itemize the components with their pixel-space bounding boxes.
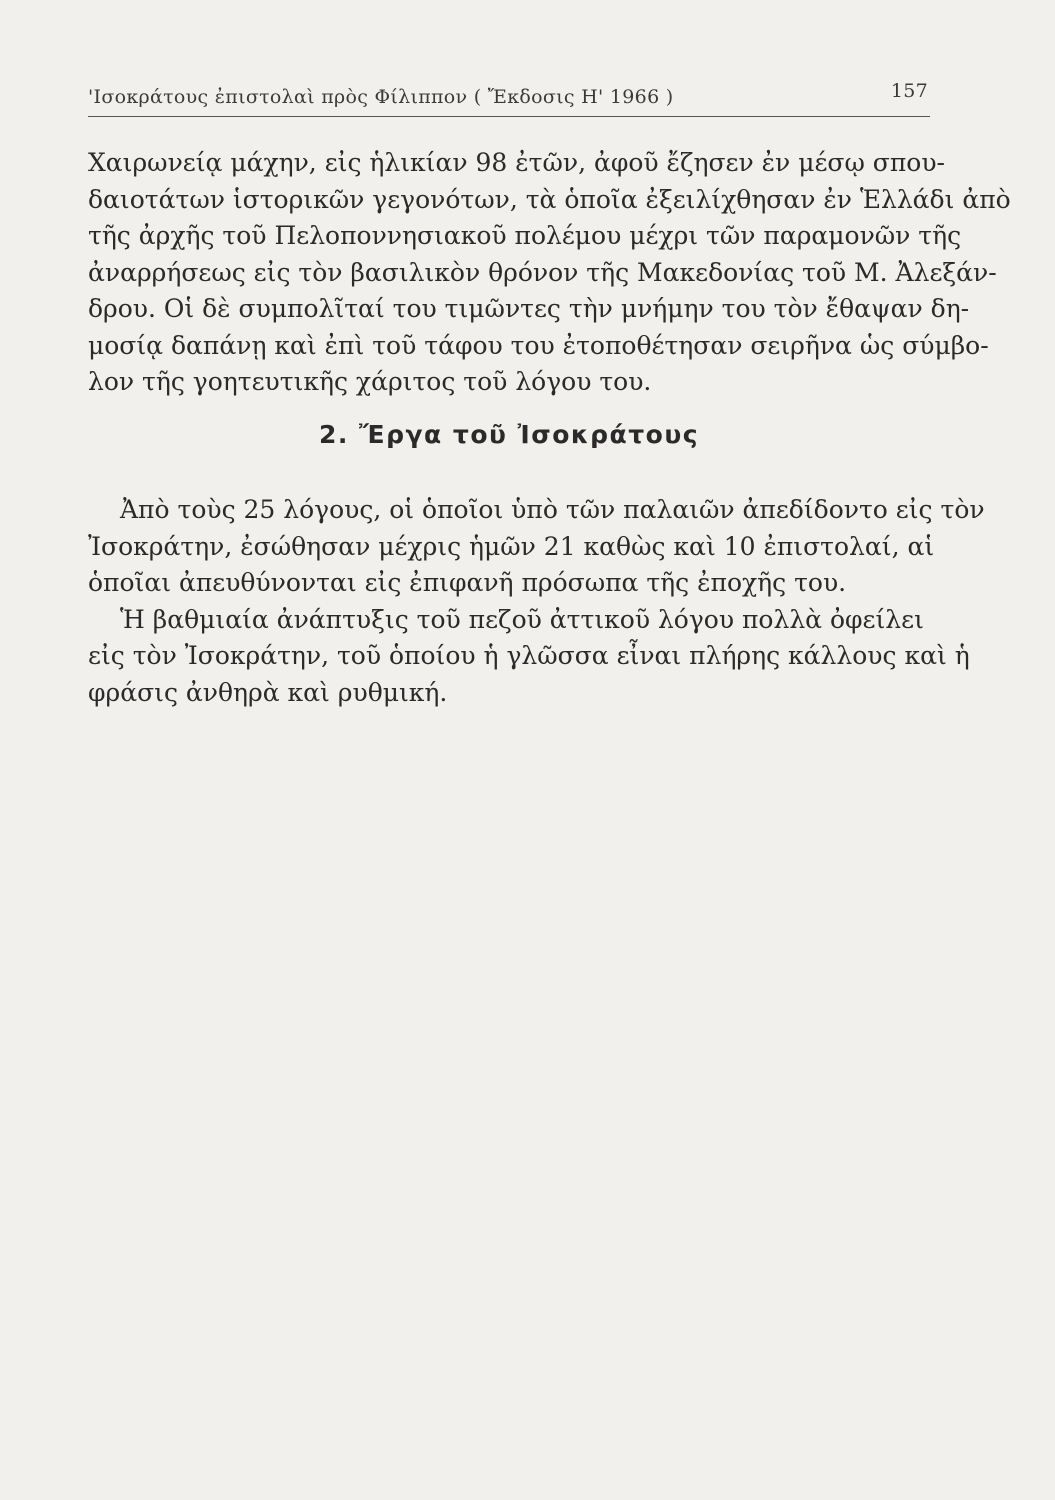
text-line: Ἰσοκράτην, ἐσώθησαν μέχρις ἡμῶν 21 καθὼς καὶ 10 ἐπιστολαί, αἱ xyxy=(88,531,935,561)
text-line: λον τῆς γοητευτικῆς χάριτος τοῦ λόγου του. xyxy=(88,367,652,396)
text-line: φράσις ἀνθηρὰ καὶ ρυθμική. xyxy=(88,677,448,707)
paragraph-2 xyxy=(88,492,985,711)
text-line: δρου. Οἱ δὲ συμπολῖταί του τιμῶντες τὴν μνήμην του τὸν ἔθαψαν δη- xyxy=(88,294,970,323)
header-rule xyxy=(88,116,930,117)
text-line: μοσίᾳ δαπάνῃ καὶ ἐπὶ τοῦ τάφου του ἐτοποθέτησαν σειρῆνα ὡς σύμβο- xyxy=(88,330,989,360)
text-line: Χαιρωνείᾳ μάχην, εἰς ἡλικίαν 98 ἐτῶν, ἀφοῦ ἔζησεν ἐν μέσῳ σπου- xyxy=(88,148,945,177)
running-title: 'Ισοκράτους ἐπιστολαὶ πρὸς Φίλιππον ( Ἔκδοσις Η' 1966 ) xyxy=(88,86,674,108)
paragraph-1 xyxy=(88,145,1011,401)
text-line: ἀναρρήσεως εἰς τὸν βασιλικὸν θρόνον τῆς Μακεδονίας τοῦ Μ. Ἀλεξάν- xyxy=(88,257,997,287)
section-heading: 2. Ἔργα τοῦ Ἰσοκράτους xyxy=(318,420,700,449)
text-line: Ἀπὸ τοὺς 25 λόγους, οἱ ὁποῖοι ὑπὸ τῶν παλαιῶν ἀπεδίδοντο εἰς τὸν xyxy=(120,495,985,524)
text-line: Ἡ βαθμιαία ἀνάπτυξις τοῦ πεζοῦ ἀττικοῦ λόγου πολλὰ ὀφείλει xyxy=(120,604,924,634)
running-header xyxy=(88,80,928,108)
text-line: τῆς ἀρχῆς τοῦ Πελοποννησιακοῦ πολέμου μέχρι τῶν παραμονῶν τῆς xyxy=(88,221,962,250)
page-number: 157 xyxy=(890,80,928,102)
text-line: ὁποῖαι ἀπευθύνονται εἰς ἐπιφανῆ πρόσωπα τῆς ἐποχῆς του. xyxy=(88,568,847,597)
text-line: δαιοτάτων ἱστορικῶν γεγονότων, τὰ ὁποῖα ἐξειλίχθησαν ἐν Ἑλλάδι ἀπὸ xyxy=(88,184,1011,214)
text-line: εἰς τὸν Ἰσοκράτην, τοῦ ὁποίου ἡ γλῶσσα εἶναι πλήρης κάλλους καὶ ἡ xyxy=(88,641,970,670)
